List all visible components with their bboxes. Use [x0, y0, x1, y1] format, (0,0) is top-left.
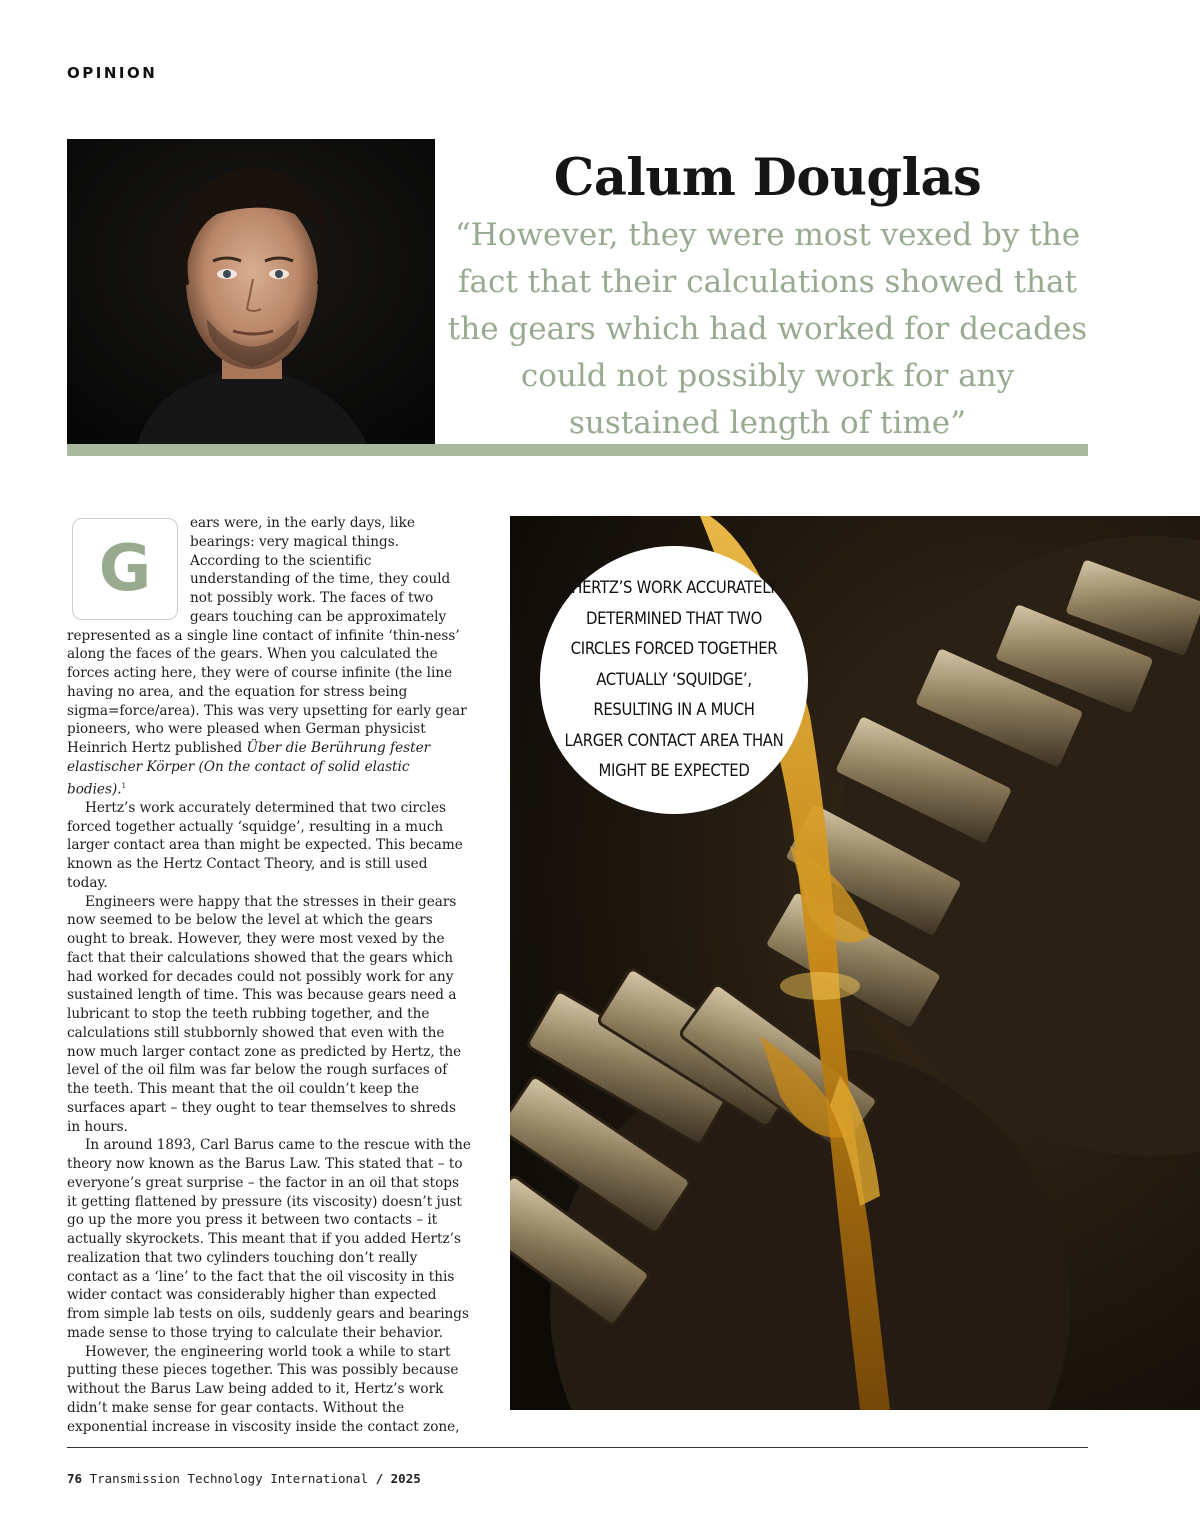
publication-name: Transmission Technology International [89, 1471, 369, 1486]
article-paragraph: However, the engineering world took a while to start putting these pieces together. This was possibly because without the Barus Law being added to it, Hertz’s work didn’t make sense for gear contacts. Without the exponential increase in viscosity inside the contact zone, [67, 1343, 460, 1435]
callout-text: HERTZ’S WORK ACCURATELY DETERMINED THAT TWO CIRCLES FORCED TOGETHER ACTUALLY ‘SQUIDGE’, RESULTING IN A MUCH LARGER CONTACT AREA THAN MIGHT BE EXPECTED [564, 578, 784, 781]
author-portrait [67, 139, 435, 444]
drop-cap: G [72, 518, 178, 620]
section-label: OPINION [67, 64, 158, 82]
article-paragraph: Engineers were happy that the stresses in their gears now seemed to be below the level at which the gears ought to break. However, they were most vexed by the fact that their calculations showed that the gears which had worked for decades could not possibly work for any sustained length of time. This was because gears need a lubricant to stop the teeth rubbing together, and the calculations still stubbornly showed that even with the now much larger contact zone as predicted by Hertz, the level of the oil film was far below the rough surfaces of the teeth. This meant that the oil couldn’t keep the surfaces apart – they ought to tear themselves to shreds in hours. [67, 893, 462, 1135]
footer-separator: / [375, 1471, 384, 1486]
author-name: Calum Douglas [553, 148, 982, 208]
article-paragraph: Hertz’s work accurately determined that two circles forced together actually ‘squidge’, resulting in a much larger contact area than might be expected. This became known as the Hertz Contact Theory, and is still used today. [67, 799, 463, 891]
page-number: 76 [67, 1471, 83, 1486]
paragraph-text: ears were, in the early days, like bearings: very magical things. According to the scientific understanding of the time, they could not possibly work. The faces of two gears touching can be approximately represented as a single line contact of infinite ‘thin-ness’ along the faces of the gears. When you calculated the forces acting here, they were of course infinite (the line having no area, and the equation for stress being sigma=force/area). This was very upsetting for early gear pioneers, who were pleased when German physicist Heinrich Hertz published [67, 515, 467, 756]
footer-rule [67, 1447, 1088, 1448]
callout-circle [540, 546, 808, 814]
pull-quote: “However, they were most vexed by the fact that their calculations showed that the gears which had worked for decades could not possibly work for any sustained length of time” [447, 217, 1088, 441]
publication-year: 2025 [390, 1471, 421, 1486]
footer [67, 1471, 421, 1486]
article-body [67, 514, 471, 1436]
divider-rule [67, 444, 1088, 456]
article-paragraph: In around 1893, Carl Barus came to the rescue with the theory now known as the Barus Law. This stated that – to everyone’s great surprise – the factor in an oil that stops it getting flattened by pressure (its viscosity) doesn’t just go up the more you press it between two contacts – it actually skyrockets. This meant that if you added Hertz’s realization that two cylinders touching don’t really contact as a ‘line’ to the fact that the oil viscosity in this wider contact was considerably higher than expected from simple lab tests on oils, suddenly gears and bearings made sense to those trying to calculate their behavior. [67, 1137, 471, 1341]
citation-title: Über die Berührung fester elastischer Körper (On the contact of solid elastic bodies). [67, 740, 431, 798]
footnote-marker: 1 [121, 781, 127, 790]
